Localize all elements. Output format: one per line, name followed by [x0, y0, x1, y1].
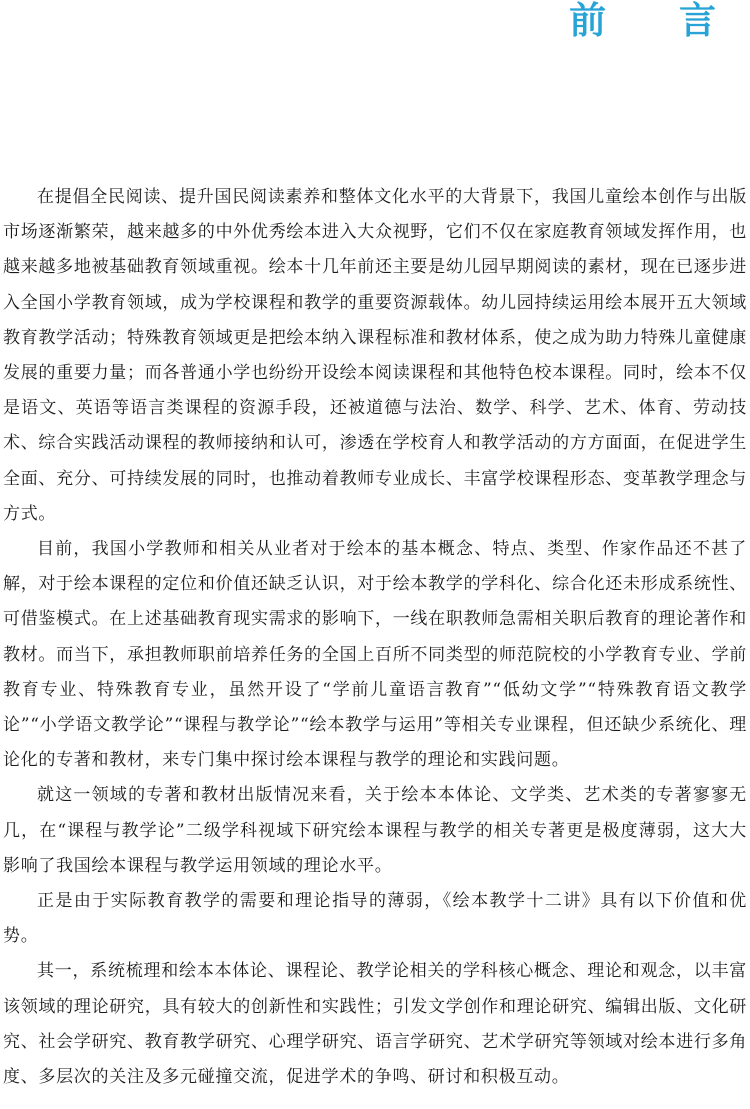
preface-body: [3, 180, 747, 1095]
paragraph-1: 在提倡全民阅读、提升国民阅读素养和整体文化水平的大背景下，我国儿童绘本创作与出版市场逐渐繁荣，越来越多的中外优秀绘本进入大众视野，它们不仅在家庭教育领域发挥作用，也越来越多地被基础教育领域重视。绘本十几年前还主要是幼儿园早期阅读的素材，现在已逐步进入全国小学教育领域，成为学校课程和教学的重要资源载体。幼儿园持续运用绘本展开五大领域教育教学活动；特殊教育领域更是把绘本纳入课程标准和教材体系，使之成为助力特殊儿童健康发展的重要力量；而各普通小学也纷纷开设绘本阅读课程和其他特色校本课程。同时，绘本不仅是语文、英语等语言类课程的资源手段，还被道德与法治、数学、科学、艺术、体育、劳动技术、综合实践活动课程的教师接纳和认可，渗透在学校育人和教学活动的方方面面，在促进学生全面、充分、可持续发展的同时，也推动着教师专业成长、丰富学校课程形态、变革教学理念与方式。: [3, 187, 747, 524]
paragraph-4: 正是由于实际教育教学的需要和理论指导的薄弱，《绘本教学十二讲》具有以下价值和优势。: [3, 891, 747, 947]
paragraph-2: 目前，我国小学教师和相关从业者对于绘本的基本概念、特点、类型、作家作品还不甚了解，对于绘本课程的定位和价值还缺乏认识，对于绘本教学的学科化、综合化还未形成系统性、可借鉴模式。在上述基础教育现实需求的影响下，一线在职教师急需相关职后教育的理论著作和教材。而当下，承担教师职前培养任务的全国上百所不同类型的师范院校的小学教育专业、学前教育专业、特殊教育专业，虽然开设了“学前儿童语言教育”“低幼文学”“特殊教育语文教学论”“小学语文教学论”“课程与教学论”“绘本教学与运用”等相关专业课程，但还缺少系统化、理论化的专著和教材，来专门集中探讨绘本课程与教学的理论和实践问题。: [3, 539, 747, 771]
paragraph-3: 就这一领域的专著和教材出版情况来看，关于绘本本体论、文学类、艺术类的专著寥寥无几，在“课程与教学论”二级学科视域下研究绘本课程与教学的相关专著更是极度薄弱，这大大影响了我国绘本课程与教学运用领域的理论水平。: [3, 785, 747, 876]
paragraph-5: 其一，系统梳理和绘本本体论、课程论、教学论相关的学科核心概念、理论和观念，以丰富该领域的理论研究，具有较大的创新性和实践性；引发文学创作和理论研究、编辑出版、文化研究、社会学研究、教育教学研究、心理学研究、语言学研究、艺术学研究等领域对绘本进行多角度、多层次的关注及多元碰撞交流，促进学术的争鸣、研讨和积极互动。: [3, 961, 747, 1088]
page-title: 前 言: [569, 0, 746, 42]
